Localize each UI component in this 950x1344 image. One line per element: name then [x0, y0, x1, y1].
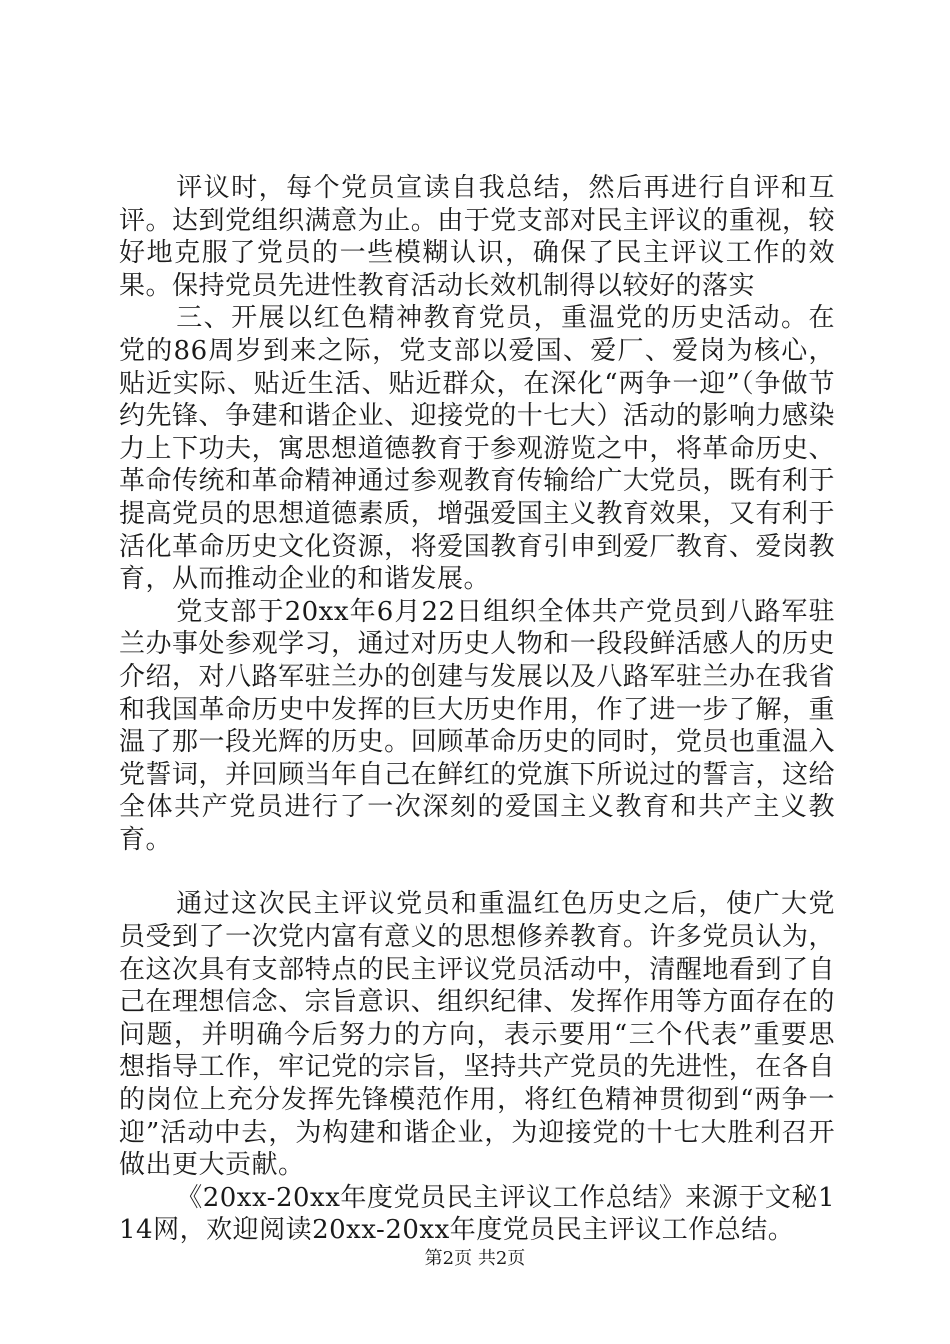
page-footer: 第2页 共2页 — [424, 1248, 526, 1269]
paragraph-source: 《20xx-20xx年度党员民主评议工作总结》来源于文秘114网，欢迎阅读20xx-20xx年度党员民主评议工作总结。 — [119, 1182, 835, 1246]
paragraph-conclusion: 通过这次民主评议党员和重温红色历史之后，使广大党员受到了一次党内富有意义的思想修养教育。许多党员认为，在这次具有支部特点的民主评议党员活动中，清醒地看到了自己在理想信念、宗旨意识、组织纪律、发挥作用等方面存在的问题，并明确今后努力的方向，表示要用“三个代表”重要思想指导工作，牢记党的宗旨，坚持共产党员的先进性，在各自的岗位上充分发挥先锋模范作用，将红色精神贯彻到“两争一迎”活动中去，为构建和谐企业，为迎接党的十七大胜利召开做出更大贡献。 — [119, 889, 835, 1181]
paragraph-gap — [119, 856, 835, 888]
paragraph-evaluation: 评议时，每个党员宣读自我总结，然后再进行自评和互评。达到党组织满意为止。由于党支部对民主评议的重视，较好地克服了党员的一些模糊认识，确保了民主评议工作的效果。保持党员先进性教育活动长效机制得以较好的落实 — [119, 173, 835, 301]
paragraph-red-spirit: 三、开展以红色精神教育党员，重温党的历史活动。在党的86周岁到来之际，党支部以爱国、爱厂、爱岗为核心，贴近实际、贴近生活、贴近群众，在深化“两争一迎”（争做节约先锋、争建和谐企业、迎接党的十七大）活动的影响力感染力上下功夫，寓思想道德教育于参观游览之中，将革命历史、革命传统和革命精神通过参观教育传输给广大党员，既有利于提高党员的思想道德素质，增强爱国主义教育效果，又有利于活化革命历史文化资源，将爱国教育引申到爱厂教育、爱岗教育，从而推动企业的和谐发展。 — [119, 303, 835, 595]
paragraph-visit: 党支部于20xx年6月22日组织全体共产党员到八路军驻兰办事处参观学习，通过对历史人物和一段段鲜活感人的历史介绍，对八路军驻兰办的创建与发展以及八路军驻兰办在我省和我国革命历史中发挥的巨大历史作用，作了进一步了解，重温了那一段光辉的历史。回顾革命历史的同时，党员也重温入党誓词，并回顾当年自己在鲜红的党旗下所说过的誓言，这给全体共产党员进行了一次深刻的爱国主义教育和共产主义教育。 — [119, 596, 835, 855]
document-body — [119, 172, 835, 1247]
